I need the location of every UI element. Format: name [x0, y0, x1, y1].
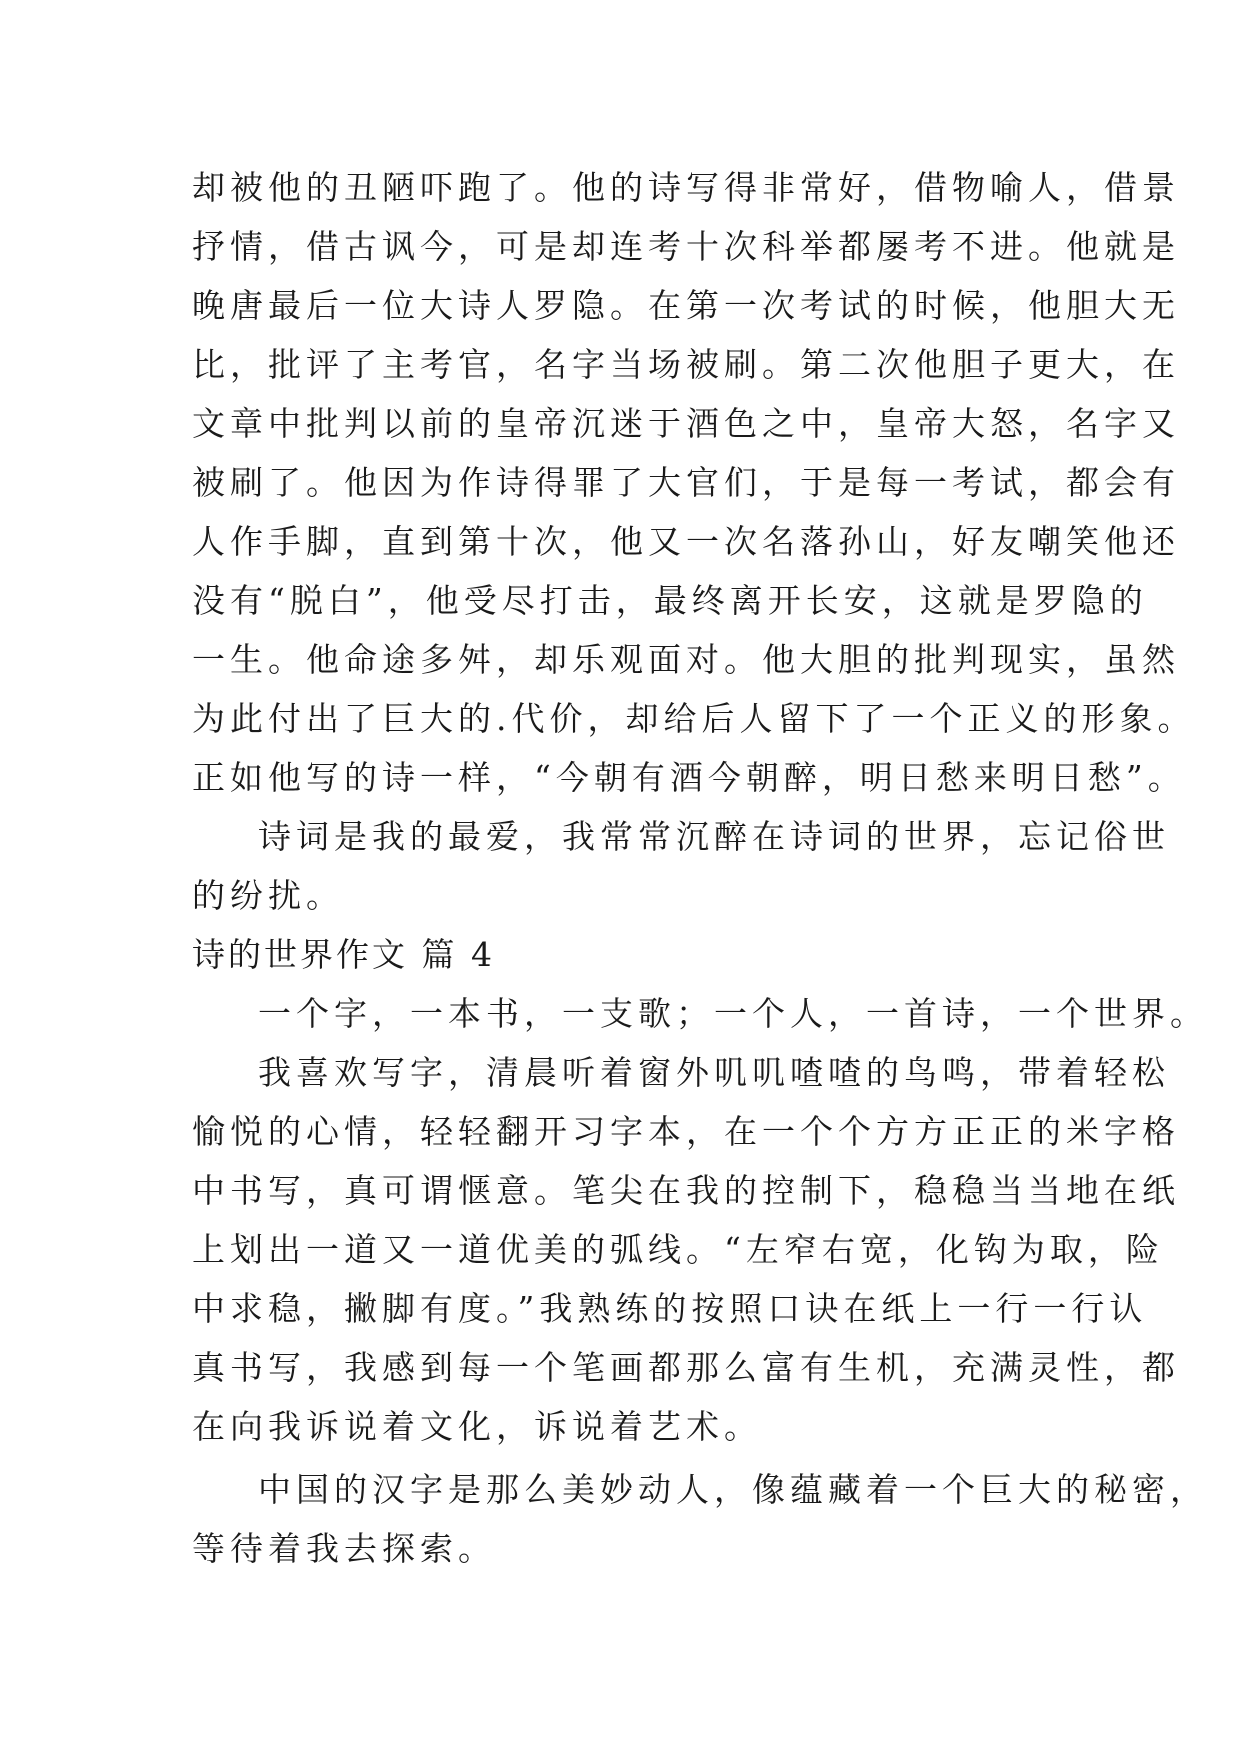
paragraph-line: 诗词是我的最爱，我常常沉醉在诗词的世界，忘记俗世 [258, 817, 1170, 856]
document-body [192, 158, 1208, 1578]
section-heading: 诗的世界作文 篇 4 [192, 935, 495, 974]
paragraph-line: 文章中批判以前的皇帝沉迷于酒色之中，皇帝大怒，名字又 [192, 404, 1180, 443]
paragraph-line: 比，批评了主考官，名字当场被刷。第二次他胆子更大，在 [192, 345, 1180, 384]
paragraph-line: 中求稳，撇脚有度。”我熟练的按照口诀在纸上一行一行认 [192, 1289, 1148, 1328]
paragraph-line: 愉悦的心情，轻轻翻开习字本，在一个个方方正正的米字格 [192, 1112, 1180, 1151]
paragraph-line: 我喜欢写字，清晨听着窗外叽叽喳喳的鸟鸣，带着轻松 [258, 1053, 1170, 1092]
paragraph-line: 中国的汉字是那么美妙动人，像蕴藏着一个巨大的秘密， [258, 1470, 1208, 1509]
paragraph-line: 的纷扰。 [192, 876, 344, 915]
paragraph-line: 中书写，真可谓惬意。笔尖在我的控制下，稳稳当当地在纸 [192, 1171, 1180, 1210]
paragraph-line: 正如他写的诗一样，“今朝有酒今朝醉，明日愁来明日愁”。 [192, 758, 1186, 797]
paragraph-line: 晚唐最后一位大诗人罗隐。在第一次考试的时候，他胆大无 [192, 286, 1180, 325]
paragraph-line: 为此付出了巨大的.代价，却给后人留下了一个正义的形象。 [192, 699, 1196, 738]
paragraph-line: 却被他的丑陋吓跑了。他的诗写得非常好，借物喻人，借景 [192, 168, 1180, 207]
paragraph-line: 上划出一道又一道优美的弧线。“左窄右宽，化钩为取，险 [192, 1230, 1164, 1269]
paragraph-line: 人作手脚，直到第十次，他又一次名落孙山，好友嘲笑他还 [192, 522, 1180, 561]
paragraph-line: 没有“脱白”，他受尽打击，最终离开长安，这就是罗隐的 [192, 581, 1148, 620]
paragraph-line: 一个字，一本书，一支歌；一个人，一首诗，一个世界。 [258, 994, 1208, 1033]
paragraph-line: 真书写，我感到每一个笔画都那么富有生机，充满灵性，都 [192, 1348, 1180, 1387]
paragraph-line: 一生。他命途多舛，却乐观面对。他大胆的批判现实，虽然 [192, 640, 1180, 679]
paragraph-line: 等待着我去探索。 [192, 1529, 496, 1568]
paragraph-line: 抒情，借古讽今，可是却连考十次科举都屡考不进。他就是 [192, 227, 1180, 266]
paragraph-line: 被刷了。他因为作诗得罪了大官们，于是每一考试，都会有 [192, 463, 1180, 502]
paragraph-line: 在向我诉说着文化，诉说着艺术。 [192, 1407, 762, 1446]
